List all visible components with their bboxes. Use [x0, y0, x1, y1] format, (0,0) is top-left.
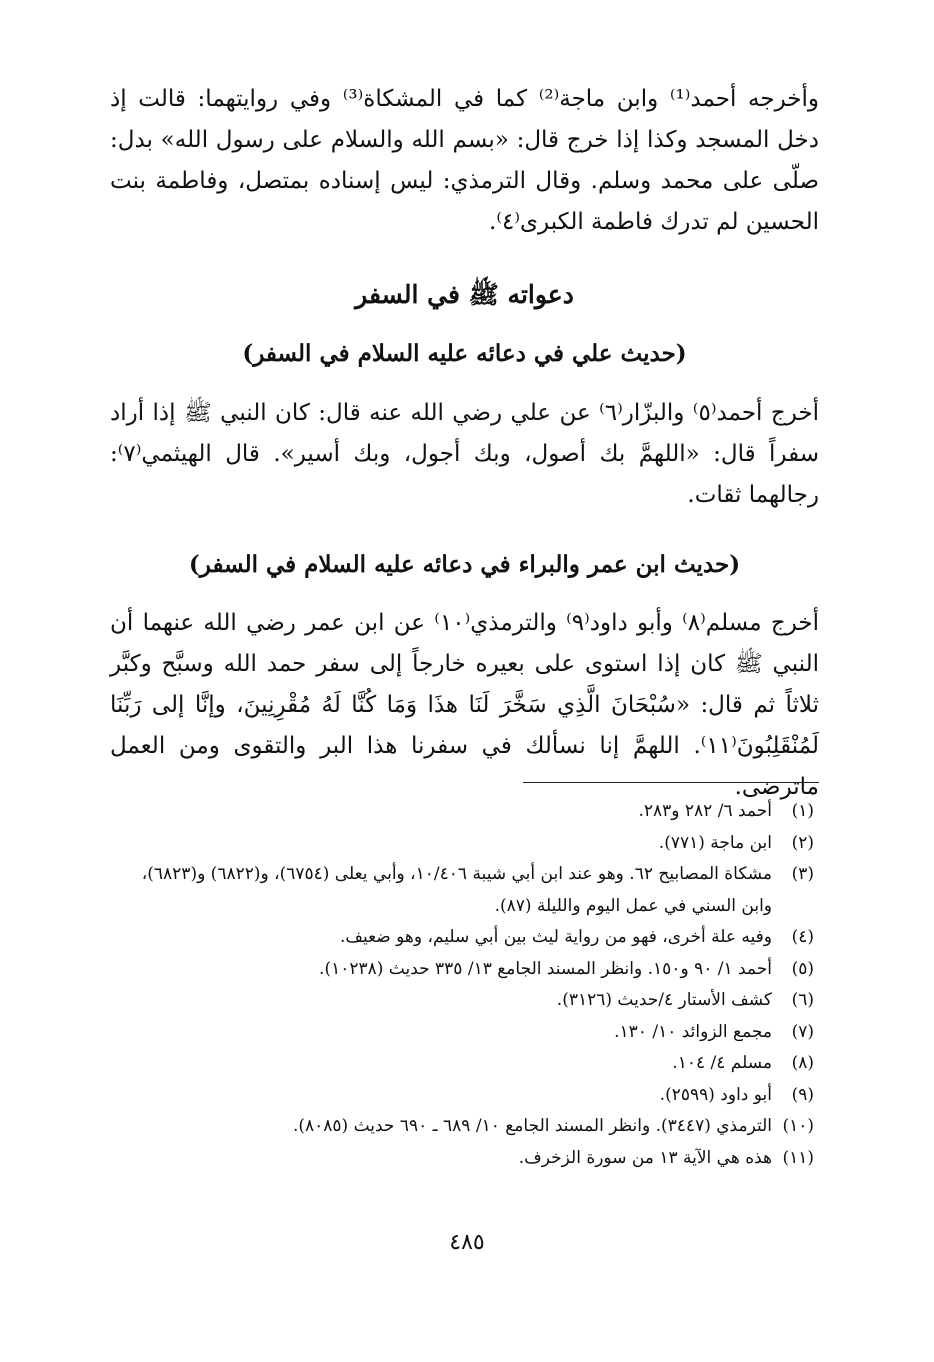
ibn-umar-hadith-heading: (حديث ابن عمر والبراء في دعائه عليه السلام في السفر) [188, 551, 741, 578]
footnote-item [110, 1048, 814, 1080]
footnote-text: ابن ماجة (٧٧١). [658, 832, 772, 853]
footnote-number: (٥) [791, 958, 814, 979]
footnote-number: (١) [791, 801, 814, 821]
ali-hadith-heading: (حديث علي في دعائه عليه السلام في السفر) [242, 340, 687, 367]
footnote-number: (٩) [791, 1084, 814, 1105]
footnote-item [110, 985, 814, 1017]
footnote-item [110, 1143, 814, 1175]
intro-paragraph-block [110, 79, 819, 243]
footnote-text: مسلم ٤/ ١٠٤. [672, 1053, 772, 1073]
footnote-item [110, 796, 814, 828]
footnote-item [110, 859, 814, 922]
intro-paragraph: وأخرجه أحمد⁽¹⁾ وابن ماجة⁽²⁾ كما في المشكاة⁽³⁾ وفي روايتهما: قالت إذ دخل المسجد وكذا إذا خرج قال: «بسم الله والسلام على رسول الله» بدل: صلّى على محمد وسلم. وقال الترمذي: ليس إسناده بمتصل، وفاطمة بنت الحسين لم تدرك فاطمة الكبرى⁽٤⁾. [110, 86, 819, 235]
ali-paragraph-block [110, 393, 819, 516]
footnote-item [110, 954, 814, 986]
footnote-number: (٣) [791, 864, 814, 884]
footnotes-list [110, 796, 814, 1174]
footnote-text: أحمد ١/ ٩٠ و١٥٠. وانظر المسند الجامع ١٣/ ٣٣٥ حديث (١٠٢٣٨). [319, 958, 772, 979]
page-number: ٤٨٥ [449, 1230, 485, 1255]
footnote-item [110, 828, 814, 860]
footnote-text: أحمد ٦/ ٢٨٢ و٢٨٣. [638, 801, 772, 821]
footnote-text: الترمذي (٣٤٤٧). وانظر المسند الجامع ١٠/ ٦٨٩ ـ ٦٩٠ حديث (٨٠٨٥). [292, 1116, 772, 1136]
ali-paragraph: أخرج أحمد⁽٥⁾ والبزّار⁽٦⁾ عن علي رضي الله عنه قال: كان النبي ﷺ إذا أراد سفراً قال: «اللهمَّ بك أصول، وبك أجول، وبك أسير». قال الهيثمي⁽٧⁾: رجالهما ثقات. [110, 400, 819, 508]
footnote-text: أبو داود (٢٥٩٩). [659, 1084, 772, 1105]
footnote-number: (٢) [791, 832, 814, 853]
footnote-number: (٨) [791, 1053, 814, 1073]
footnote-item [110, 1080, 814, 1112]
footnote-text: هذه هي الآية ١٣ من سورة الزخرف. [518, 1147, 772, 1168]
footnote-number: (١١) [782, 1147, 814, 1168]
footnote-text: كشف الأستار ٤/حديث (٣١٢٦). [556, 990, 772, 1010]
footnote-text: وفيه علة أخرى، فهو من رواية ليث بين أبي سليم، وهو ضعيف. [339, 927, 772, 947]
ibn-umar-paragraph: أخرج مسلم⁽٨⁾ وأبو داود⁽٩⁾ والترمذي⁽١٠⁾ عن ابن عمر رضي الله عنهما أن النبي ﷺ كان إذا استوى على بعيره خارجاً إلى سفر حمد الله وسبَّح وكبَّر ثلاثاً ثم قال: «سُبْحَانَ الَّذِي سَخَّرَ لَنَا هذَا وَمَا كُنَّا لَهُ مُقْرِنِينَ، وإنَّا إلى رَبِّنَا لَمُنْقَلِبُونَ⁽١١⁾. اللهمَّ إنا نسألك في سفرنا هذا البر والتقوى ومن العمل ماترضى. [110, 610, 820, 800]
footnote-item [110, 1111, 814, 1143]
footnote-number: (٤) [791, 927, 814, 947]
footnote-number: (٦) [791, 990, 814, 1010]
footnote-item [110, 922, 814, 954]
footnote-text: مجمع الزوائد ١٠/ ١٣٠. [614, 1021, 772, 1042]
footnote-separator [523, 782, 819, 783]
footnote-text: مشكاة المصابيح ٦٢. وهو عند ابن أبي شيبة ١٠/٤٠٦، وأبي يعلى (٦٧٥٤)، و(٦٨٢٢) و(٦٨٢٣)، وابن السني في عمل اليوم والليلة (٨٧). [141, 864, 772, 916]
footnote-item [110, 1017, 814, 1049]
footnote-number: (٧) [791, 1021, 814, 1042]
footnote-number: (١٠) [782, 1116, 814, 1136]
section-heading: دعواته ﷺ في السفر [355, 280, 574, 309]
ibn-umar-paragraph-block [110, 603, 819, 808]
